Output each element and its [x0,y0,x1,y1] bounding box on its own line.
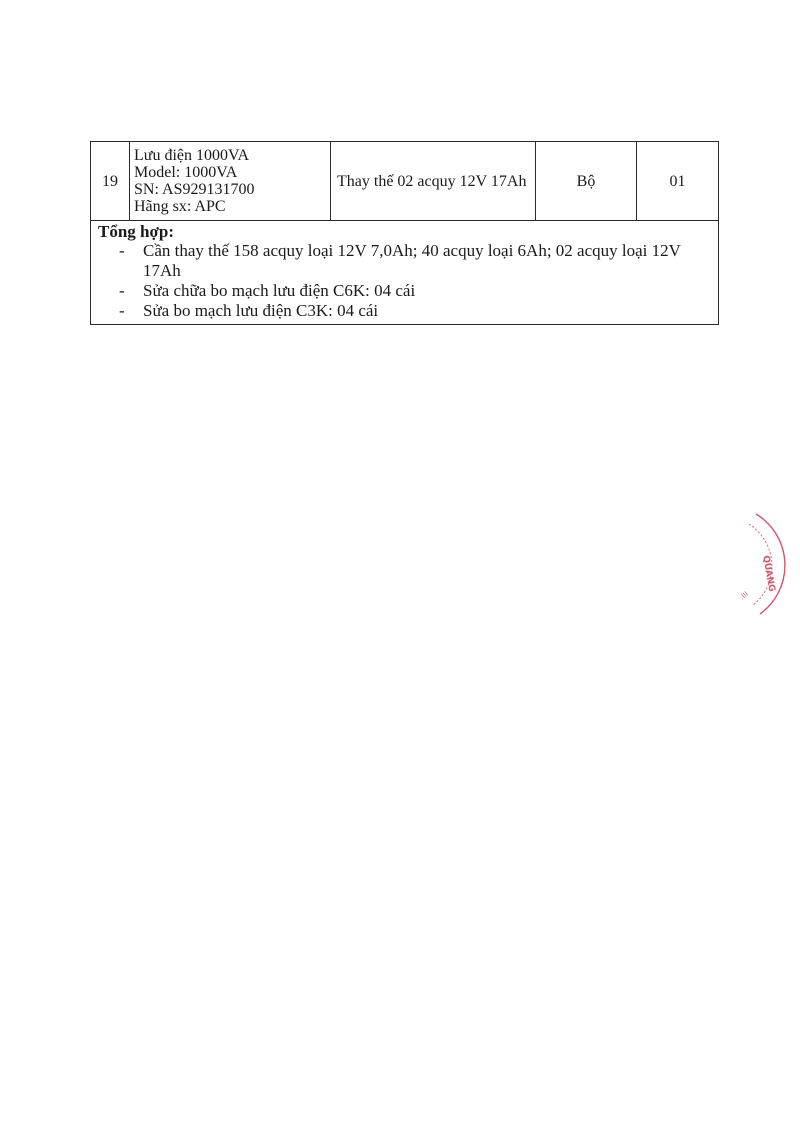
device-description [130,142,331,221]
summary-item-text: Sửa bo mạch lưu điện C3K: 04 cái [143,301,379,320]
device-name: Lưu điện 1000VA [134,147,250,164]
summary-item-text: Sửa chữa bo mạch lưu điện C6K: 04 cái [143,281,416,300]
device-serial: SN: AS929131700 [134,181,255,198]
bullet-dash: - [119,241,125,260]
device-model: Model: 1000VA [134,164,238,181]
repair-table [90,141,719,325]
summary-item [98,281,718,301]
stamp-icon [738,510,800,620]
row-number: 19 [91,142,130,221]
summary-item [98,301,718,321]
summary-row [91,221,719,325]
summary-title: Tổng hợp: [98,222,175,241]
svg-text:QUANG: QUANG [760,554,777,593]
device-manufacturer: Hãng sx: APC [134,198,226,215]
bullet-dash: - [119,301,125,320]
quantity-cell: 01 [637,142,719,221]
work-description: Thay thế 02 acquy 12V 17Ah [331,142,536,221]
bullet-dash: - [119,281,125,300]
summary-item [98,241,718,281]
summary-list [98,241,718,321]
table-row [91,142,719,221]
summary-cell [91,221,719,325]
summary-item-text: Cần thay thế 158 acquy loại 12V 7,0Ah; 40 acquy loại 6Ah; 02 acquy loại 12V 17Ah [143,241,681,280]
unit-cell: Bộ [536,142,637,221]
svg-text:.III: .III [738,590,750,602]
